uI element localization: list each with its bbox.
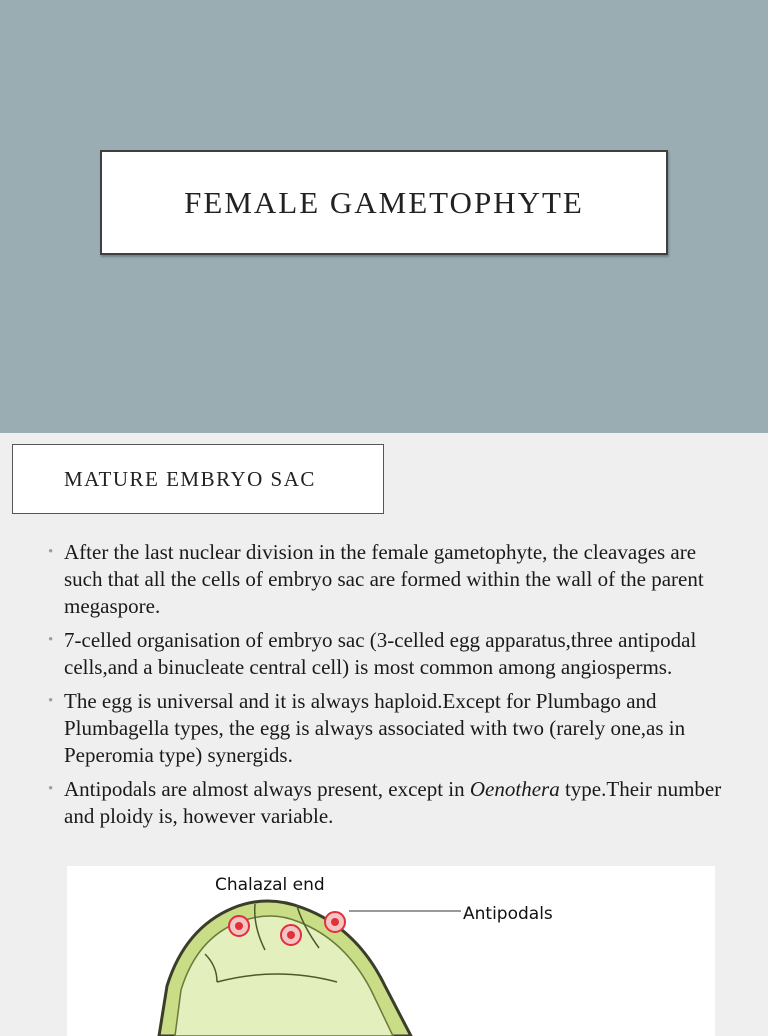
content-slide — [0, 433, 768, 1024]
title-box — [100, 150, 668, 255]
bullet-text: The egg is universal and it is always haploid.Except for Plumbago and Plumbagella types, the egg is always associated with two (rarely one,as in Peperomia type) synergids. — [64, 689, 686, 767]
bullet-dot-icon: • — [48, 544, 54, 560]
bullet-item — [46, 627, 736, 681]
slide-heading: MATURE EMBRYO SAC — [64, 466, 316, 491]
bullet-text: After the last nuclear division in the female gametophyte, the cleavages are such that all the cells of embryo sac are formed within the wall of the parent megaspore. — [64, 540, 704, 618]
bullet-item — [46, 776, 736, 830]
chalazal-end-label: Chalazal end — [215, 875, 325, 895]
bullet-item — [46, 539, 736, 620]
embryo-sac-diagram — [67, 866, 715, 1036]
bullet-dot-icon: • — [48, 781, 54, 797]
bullet-text-before: Antipodals are almost always present, except in — [64, 777, 470, 801]
bullet-text-italic: Oenothera — [469, 777, 560, 801]
antipodals-label: Antipodals — [463, 904, 553, 924]
bullet-dot-icon: • — [48, 693, 54, 709]
bullet-item — [46, 688, 736, 769]
title-slide — [0, 0, 768, 433]
bullet-text-after: type.Their number and ploidy is, however variable. — [64, 777, 722, 828]
slide-title: FEMALE GAMETOPHYTE — [184, 184, 584, 220]
bullet-list — [46, 539, 736, 837]
bullet-text: 7-celled organisation of embryo sac (3-celled egg apparatus,three antipodal cells,and a binucleate central cell) is most common among angiosperms. — [64, 628, 697, 679]
embryo-sac-figure — [67, 866, 715, 1036]
bullet-dot-icon: • — [48, 632, 54, 648]
heading-box — [12, 444, 384, 514]
